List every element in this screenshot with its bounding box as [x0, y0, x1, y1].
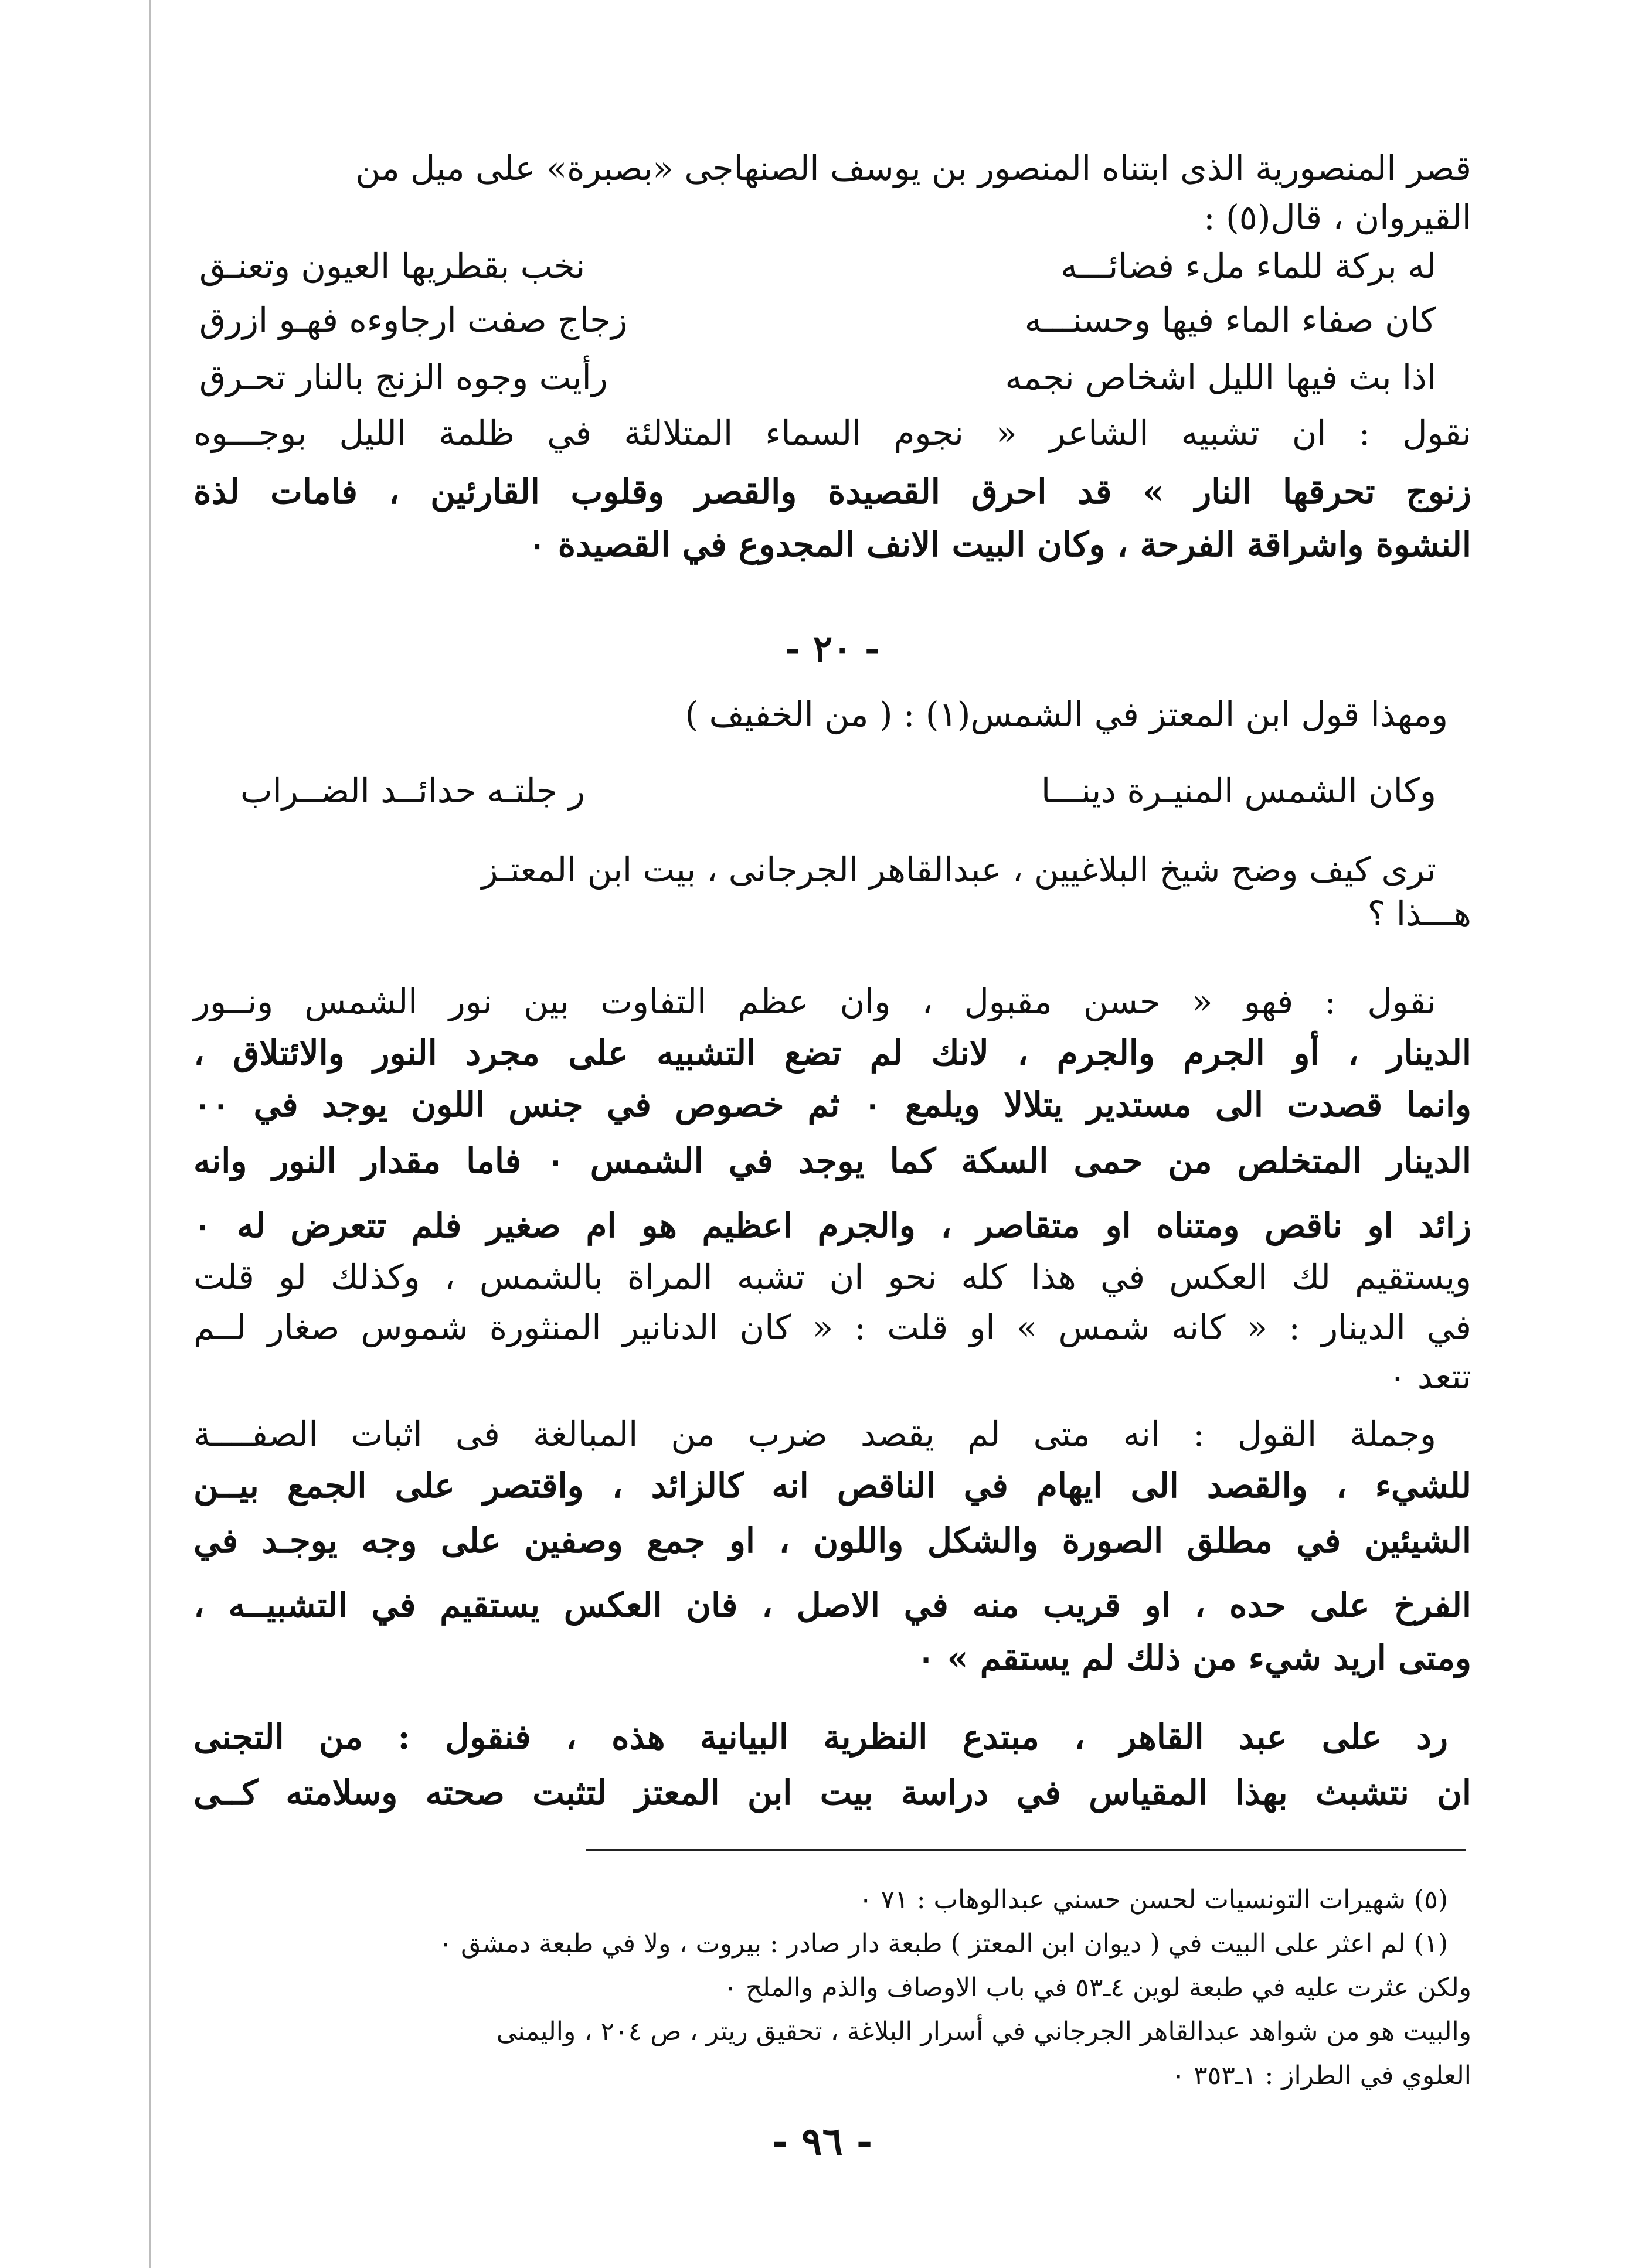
quote-line-7: في الدينار : « كانه شمس » او قلت : « كان الدنانير المنثورة شموس صغار لــم	[193, 1307, 1471, 1347]
section-intro: ومهذا قول ابن المعتز في الشمس(١) : ( من الخفيف )	[685, 694, 1448, 734]
summary-line-2: للشيء ، والقصد الى ايهام في الناقص انه كالزائد ، واقتصر على الجمع بيــن	[193, 1466, 1471, 1506]
summary-line-3: الشيئين في مطلق الصورة والشكل واللون ، او جمع وصفين على وجه يوجـد في	[193, 1521, 1471, 1561]
page-number: - ٩٦ -	[771, 2119, 873, 2164]
quote-line-1: نقول : فهو « حسن مقبول ، وان عظم التفاوت بين نور الشمس ونــور	[193, 982, 1436, 1021]
summary-line-5: ومتى اريد شيء من ذلك لم يستقم » ٠	[917, 1638, 1471, 1678]
poem1-verse-1-first: له بركة للماء ملء فضائـــه	[1060, 246, 1436, 286]
reply-line-2: ان نتشبث بهذا المقياس في دراسة بيت ابن المعتز لتثبت صحته وسلامته كــى	[193, 1773, 1471, 1813]
section-number: - ٢٠ -	[785, 627, 880, 670]
quote-line-3: وانما قصدت الى مستدير يتلالا ويلمع ٠ ثم خصوص في جنس اللون يوجد في ٠٠	[193, 1085, 1471, 1125]
quote-line-4: الدينار المتخلص من حمى السكة كما يوجد في الشمس ٠ فاما مقدار النور وانه	[193, 1141, 1471, 1181]
quote-line-8: تتعد ٠	[1388, 1357, 1471, 1397]
reply-line-1: رد على عبد القاهر ، مبتدع النظرية البيانية هذه ، فنقول : من التجنى	[193, 1717, 1448, 1757]
section-verse-first: وكان الشمس المنيـرة دينـــا	[1041, 771, 1436, 811]
footnote-1-cont-1: ولكن عثرت عليه في طبعة لوين ٤ـ٥٣ في باب الاوصاف والذم والملح ٠	[723, 1973, 1471, 2003]
poem1-verse-2-first: كان صفاء الماء فيها وحسنـــه	[1024, 300, 1436, 340]
page	[149, 0, 1498, 2268]
footnote-1-cont-2: والبيت هو من شواهد عبدالقاهر الجرجاني في أسرار البلاغة ، تحقيق ريتر ، ص ٢٠٤ ، واليمنى	[496, 2017, 1471, 2046]
question-line-1: ترى كيف وضح شيخ البلاغيين ، عبدالقاهر الجرجانى ، بيت ابن المعتـز	[481, 850, 1436, 890]
intro-line-2: القيروان ، قال(٥) :	[1204, 197, 1471, 237]
poem1-verse-3-first: اذا بث فيها الليل اشخاص نجمه	[1005, 357, 1436, 397]
footnote-rule	[586, 1849, 1466, 1851]
footnote-1: (١) لم اعثر على البيت في ( ديوان ابن المعتز ) طبعة دار صادر : بيروت ، ولا في طبعة دمشق ٠	[438, 1929, 1448, 1959]
footnote-5: (٥) شهيرات التونسيات لحسن حسني عبدالوهاب : ٧١ ٠	[858, 1885, 1448, 1915]
summary-line-1: وجملة القول : انه متى لم يقصد ضرب من المبالغة فى اثبات الصفــــة	[193, 1414, 1436, 1454]
comment1-line-2: زنوج تحرقها النار » قد احرق القصيدة والقصر وقلوب القارئين ، فامات لذة	[193, 472, 1471, 512]
quote-line-2: الدينار ، أو الجرم والجرم ، لانك لم تضع التشبيه على مجرد النور والائتلاق ،	[193, 1033, 1471, 1073]
comment1-line-3: النشوة واشراقة الفرحة ، وكان البيت الانف المجدوع في القصيدة ٠	[528, 525, 1471, 564]
section-verse-second: ر جلتـه حدائــد الضــراب	[240, 771, 585, 811]
comment1-line-1: نقول : ان تشبيه الشاعر « نجوم السماء المتلالئة في ظلمة الليل بوجـــوه	[193, 413, 1471, 453]
poem1-verse-3-second: رأيت وجوه الزنج بالنار تحـرق	[199, 357, 608, 397]
poem1-verse-2-second: زجاج صفت ارجاوءه فهـو ازرق	[199, 300, 628, 340]
footnote-1-cont-3: العلوي في الطراز : ١ـ٣٥٣ ٠	[1171, 2061, 1471, 2090]
quote-line-6: ويستقيم لك العكس في هذا كله نحو ان تشبه المراة بالشمس ، وكذلك لو قلت	[193, 1257, 1471, 1297]
question-line-2: هـــذا ؟	[1367, 894, 1471, 934]
quote-line-5: زائد او ناقص ومتناه او متقاصر ، والجرم اعظيم هو ام صغير فلم تتعرض له ٠	[193, 1205, 1471, 1245]
poem1-verse-1-second: نخب بقطريها العيون وتعنـق	[199, 246, 586, 286]
page-edge	[149, 0, 151, 2268]
summary-line-4: الفرخ على حده ، او قريب منه في الاصل ، فان العكس يستقيم في التشبيــه ،	[193, 1585, 1471, 1625]
intro-line-1: قصر المنصورية الذى ابتناه المنصور بن يوسف الصنهاجى «بصبرة» على ميل من	[355, 148, 1471, 188]
